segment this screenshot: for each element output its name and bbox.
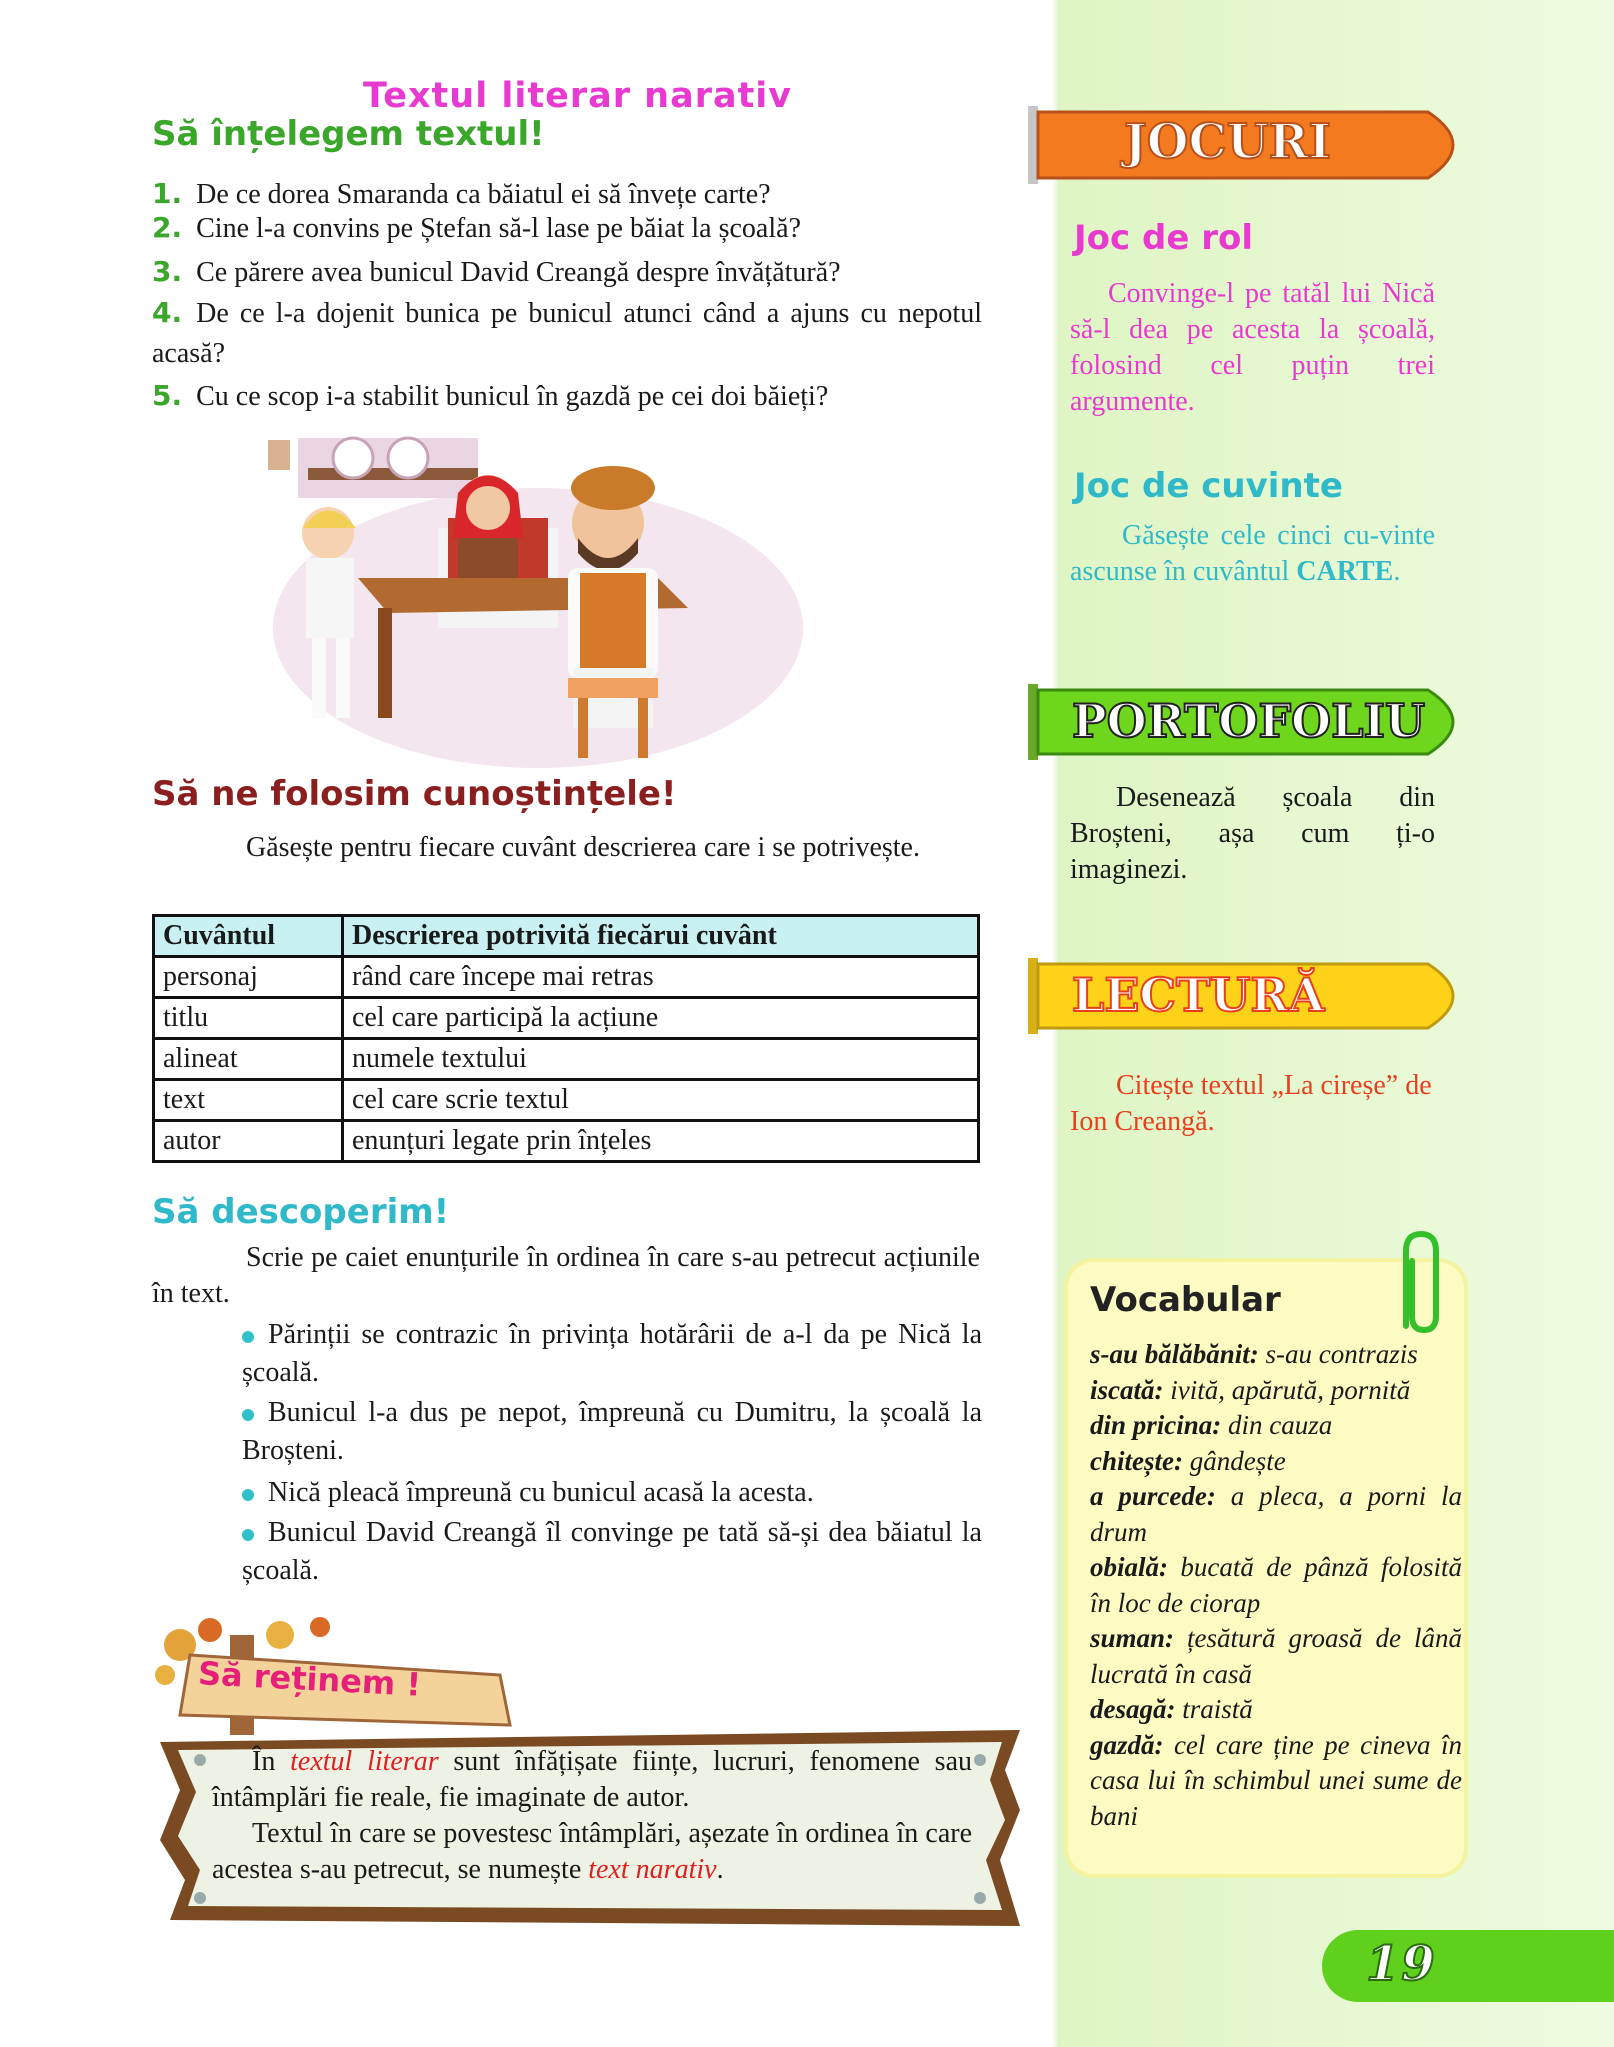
section-heading-folosim: Să ne folosim cunoștințele! [152,774,677,814]
vocab-term: chitește: [1090,1445,1183,1476]
vocab-entry [1090,1444,1462,1480]
question-4 [152,293,982,374]
vocab-definition: din cauza [1221,1410,1333,1440]
table-cell: rând care începe mai retras [343,957,979,998]
vocab-entry [1090,1621,1462,1692]
vocab-term: a purcede: [1090,1481,1216,1511]
highlight-term: text narativ [588,1854,717,1885]
highlight-term: textul literar [290,1746,439,1777]
vocab-entry [1090,1337,1462,1373]
table-row [154,957,979,998]
question-text: Cine l-a convins pe Ștefan să-l lase pe băiat la școală? [196,213,801,244]
bullet-icon [242,1529,254,1541]
list-item-text: Bunicul l-a dus pe nepot, împreună cu Dumitru, la școală la Broșteni. [242,1397,982,1466]
list-item-text: Bunicul David Creangă îl convinge pe tată să-și dea băiatul la școală. [242,1517,982,1586]
section-heading-intelegem: Să înțelegem textul! [152,114,545,154]
retine-paragraph-2 [212,1816,972,1888]
table-header: Cuvântul [154,916,343,957]
question-text: Cu ce scop i-a stabilit bunicul în gazdă pe cei doi băieți? [196,381,829,412]
section-heading-descoperim: Să descoperim! [152,1192,450,1232]
vocab-definition: țesătură groasă de lână lucrată în casă [1090,1623,1462,1689]
question-3 [152,252,982,293]
vocab-definition: s-au contrazis [1258,1339,1418,1369]
text: sunt înfățișate ființe, lucruri, fenomene sau întâmplări fie reale, fie imaginate de autor. [212,1746,973,1813]
text: Textul în care se povestesc întâmplări, așezate în ordinea în care acestea s-au petrecut, se numește [212,1818,972,1885]
page-number-tab [1322,1930,1614,2002]
table-cell: titlu [154,998,343,1039]
table-cell: autor [154,1121,343,1162]
list-item [242,1474,982,1512]
retine-text [212,1744,972,1888]
text: . [1393,556,1401,587]
table-cell: personaj [154,957,343,998]
retine-paragraph-1 [212,1744,972,1816]
question-number: 2. [152,211,183,244]
table-header: Descrierea potrivită fiecărui cuvânt [343,916,979,957]
vocab-definition: cel care ține pe cineva în casa lui în schimbul unei sume de bani [1090,1729,1462,1831]
question-2 [152,208,982,249]
lectura-banner-label: LECTURĂ [1072,968,1325,1022]
vocab-definition: ivită, apărută, pornită [1163,1374,1411,1405]
bullet-icon [242,1331,254,1343]
question-5 [152,376,982,417]
retine-label: Să reținem ! [197,1654,422,1704]
vocab-definition: bucată de pânză folosită în loc de ciorap [1090,1552,1462,1618]
text: În [252,1746,291,1777]
table-cell: alineat [154,1039,343,1080]
vocab-definition: traistă [1175,1694,1253,1724]
joc-rol-heading: Joc de rol [1074,218,1254,258]
order-instruction: Scrie pe caiet enunțurile în ordinea în care s-au petrecut acțiunile în text. [152,1242,980,1309]
table-header-row [154,916,979,957]
bullet-icon [242,1489,254,1501]
vocab-entry [1090,1479,1462,1550]
lectura-text: Citește textul „La cireșe” de Ion Creangă. [1070,1070,1432,1137]
joc-cuvinte-text [1070,518,1435,590]
list-item-text: Nică pleacă împreună cu bunicul acasă la acesta. [268,1477,814,1508]
highlight-word: CARTE [1296,556,1394,587]
page-number: 19 [1366,1936,1437,1992]
table-row [154,998,979,1039]
jocuri-banner-label: JOCURI [1124,114,1331,170]
table-cell: enunțuri legate prin înțeles [343,1121,979,1162]
vocab-term: s-au bălăbănit: [1090,1339,1259,1369]
vocab-entry [1090,1373,1462,1409]
portofoliu-text: Desenează școala din Broșteni, așa cum ți-o imaginezi. [1070,782,1435,885]
table-cell: cel care participă la acțiune [343,998,979,1039]
vocab-term: desagă: [1090,1694,1176,1724]
vocabular-title: Vocabular [1090,1280,1281,1320]
vocabular-list [1090,1337,1462,1834]
table-row [154,1121,979,1162]
question-number: 5. [152,379,183,412]
vocab-definition: gândește [1182,1445,1286,1476]
table-row [154,1039,979,1080]
question-text: De ce dorea Smaranda ca băiatul ei să învețe carte? [196,179,771,210]
vocab-term: suman: [1090,1623,1175,1653]
text: . [716,1854,724,1885]
table-cell: cel care scrie textul [343,1080,979,1121]
vocab-term: gazdă: [1090,1729,1164,1760]
list-item [242,1394,982,1470]
vocab-entry [1090,1728,1462,1835]
table-instruction: Găsește pentru fiecare cuvânt descrierea care i se potrivește. [246,832,920,863]
page-title: Textul literar narativ [363,76,793,116]
table-row [154,1080,979,1121]
bullet-icon [242,1409,254,1421]
vocab-entry [1090,1550,1462,1621]
list-item [242,1514,982,1590]
question-number: 3. [152,255,183,288]
paperclip-icon [1386,1226,1446,1336]
question-number: 1. [152,177,183,210]
question-text: De ce l-a dojenit bunica pe bunicul atunci când a ajuns cu nepotul acasă? [152,298,982,369]
vocab-term: obială: [1090,1552,1168,1582]
joc-cuvinte-heading: Joc de cuvinte [1074,466,1343,506]
vocab-term: iscată: [1090,1374,1164,1405]
matching-table [152,914,980,1163]
vocab-entry [1090,1692,1462,1728]
table-cell: numele textului [343,1039,979,1080]
vocab-entry [1090,1408,1462,1444]
vocab-definition: a pleca, a porni la drum [1090,1481,1463,1547]
table-cell: text [154,1080,343,1121]
portofoliu-banner-label: PORTOFOLIU [1072,694,1426,748]
list-item [242,1316,982,1392]
joc-rol-text: Convinge-l pe tatăl lui Nică să-l dea pe acesta la școală, folosind cel puțin trei argumente. [1070,278,1435,417]
question-number: 4. [152,296,183,329]
text: Găsește cele cinci cu-vinte ascunse în cuvântul [1070,520,1435,587]
family-illustration [268,428,808,768]
vocab-term: din pricina: [1090,1410,1222,1440]
list-item-text: Părinții se contrazic în privința hotărârii de a-l da pe Nică la școală. [242,1319,982,1388]
question-text: Ce părere avea bunicul David Creangă despre învățătură? [196,257,841,288]
